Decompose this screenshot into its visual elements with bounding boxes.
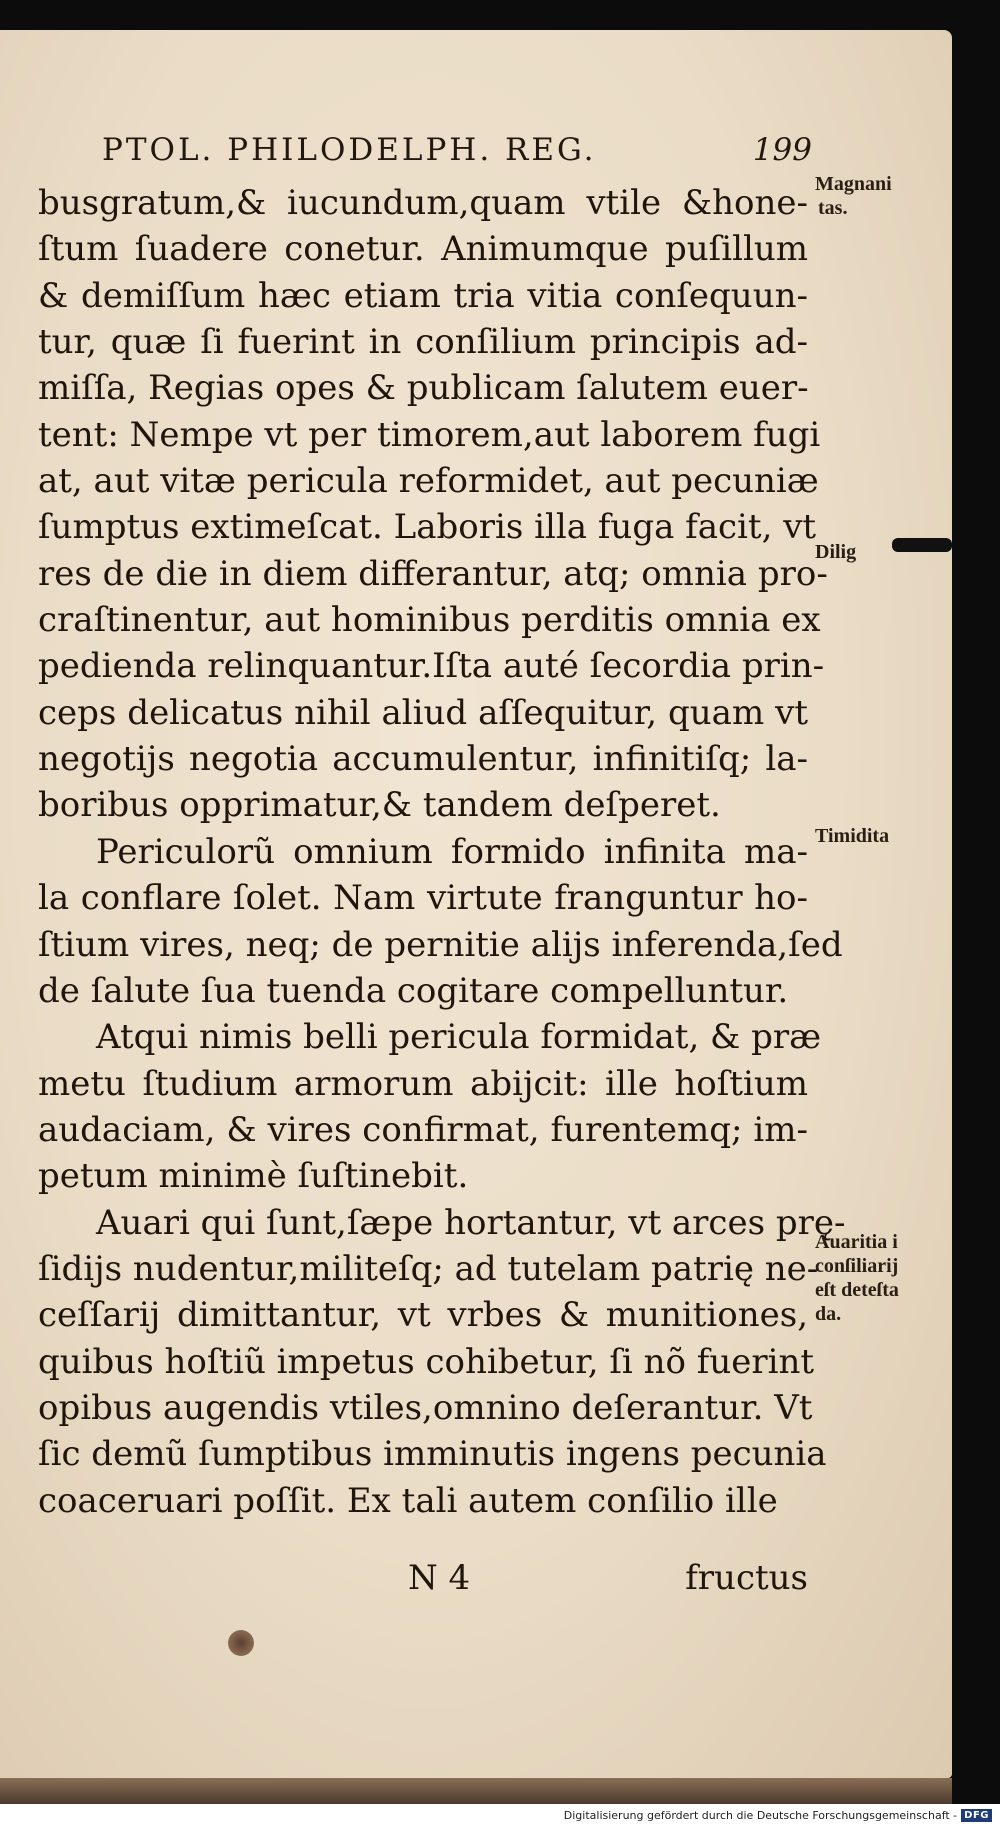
text-line: Atqui nimis belli pericula formidat, & præ [96, 1017, 822, 1058]
text-line: ſic demũ ſumptibus imminutis ingens pecunia [38, 1434, 827, 1475]
text-line: ſidijs nudentur,militeſq; ad tutelam patrię ne- [38, 1248, 819, 1289]
footer-line [408, 1558, 808, 1598]
book-page [0, 30, 952, 1778]
text-line: & demiſſum hæc etiam tria vitia conſequun- [38, 275, 808, 316]
running-head [102, 132, 812, 168]
page-edge [0, 1778, 952, 1804]
margin-note-auaritia-3: eſt deteſta [815, 1279, 899, 1301]
text-line: at, aut vitæ pericula reformidet, aut pecuniæ [38, 461, 819, 502]
text-line: la conflare ſolet. Nam virtute franguntur ho- [38, 878, 808, 919]
margin-note-timiditas: Timidita [815, 825, 890, 847]
page-number: 199 [752, 132, 812, 168]
text-line: petum minimè ſuſtinebit. [38, 1156, 469, 1197]
text-line: opibus augendis vtiles,omnino deſerantur. Vt [38, 1387, 813, 1428]
text-line: craſtinentur, aut hominibus perditis omnia ex [38, 600, 821, 641]
text-line: audaciam, & vires confirmat, furentemq; im- [38, 1109, 808, 1150]
text-line: metu ſtudium armorum abijcit: ille hoſtium [38, 1063, 808, 1104]
margin-note-magnanimitas-1: Magnani [815, 173, 892, 195]
signature-mark: N 4 [408, 1558, 471, 1598]
dfg-logo: DFG [961, 1809, 992, 1822]
credit-text: Digitalisierung gefördert durch die Deutsche Forschungsgemeinschaft - [563, 1809, 958, 1822]
margin-note-auaritia-4: da. [815, 1303, 842, 1325]
text-line: negotijs negotia accumulentur, infinitiſq; la- [38, 739, 808, 780]
text-line: ſumptus extimeſcat. Laboris illa fuga facit, vt [38, 507, 817, 548]
margin-note-diligentia: Dilig [815, 541, 857, 563]
text-line: Periculorũ omnium formido infinita ma- [96, 831, 808, 872]
text-line: miſſa, Regias opes & publicam ſalutem euer- [38, 368, 809, 409]
text-line: pedienda relinquantur.Iſta auté ſecordia prin- [38, 646, 825, 687]
text-line: tent: Nempe vt per timorem,aut laborem fugi [38, 414, 821, 455]
text-line: ſtium vires, neq; de pernitie alijs inferenda,ſed [38, 924, 843, 965]
text-line: quibus hoſtiũ impetus cohibetur, ſi nõ fuerint [38, 1341, 815, 1382]
text-line: ceps delicatus nihil aliud aſſequitur, quam vt [38, 692, 808, 733]
page-tab-mark [892, 538, 952, 552]
text-line: tur, quæ ſi fuerint in conſilium principis ad- [38, 322, 808, 363]
running-head-title: PTOL. PHILODELPH. REG. [102, 132, 597, 168]
credit-line [564, 1809, 992, 1822]
credit-bar [0, 1804, 1000, 1828]
text-line: coaceruari poſſit. Ex tali autem conſilio ille [38, 1480, 778, 1521]
text-line: de ſalute ſua tuenda cogitare compelluntur. [38, 970, 789, 1011]
margin-note-auaritia-2: conſiliarij [815, 1255, 899, 1277]
text-line: ſtum ſuadere conetur. Animumque puſillum [38, 229, 808, 270]
margin-note-auaritia-1: Auaritia i [815, 1231, 898, 1253]
ink-stain [228, 1630, 254, 1656]
text-line: Auari qui ſunt,ſæpe hortantur, vt arces prę- [96, 1202, 846, 1243]
text-line: ceſſarij dimittantur, vt vrbes & munitiones, [38, 1295, 808, 1336]
text-line: busgratum,& iucundum,quam vtile &hone- [38, 183, 808, 223]
catchword: fructus [685, 1558, 808, 1598]
margin-note-magnanimitas-2: tas. [818, 197, 848, 219]
text-line: boribus opprimatur,& tandem deſperet. [38, 785, 721, 826]
text-line: res de die in diem differantur, atq; omnia pro- [38, 553, 828, 594]
